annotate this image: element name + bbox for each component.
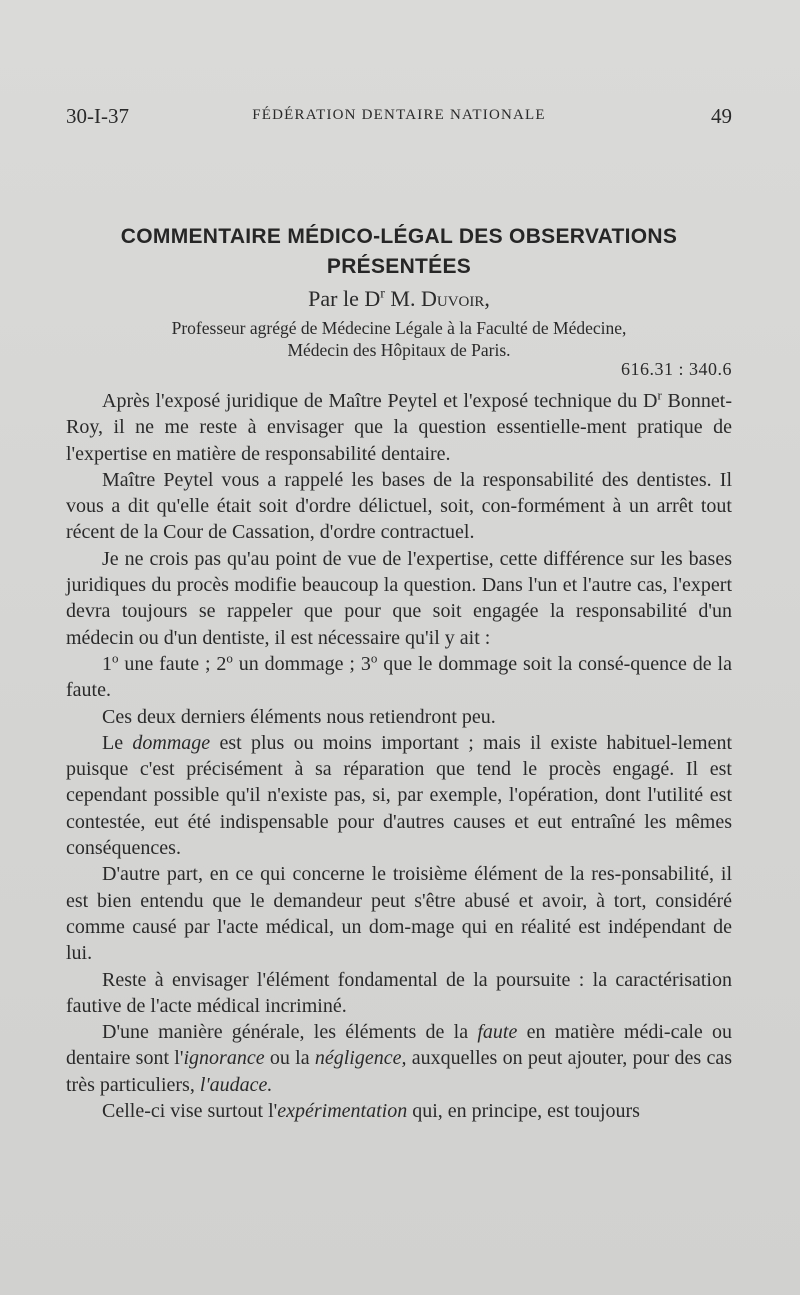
emphasis: faute [477,1021,518,1044]
ordinal-superscript: o [370,650,378,666]
text-run: qui, en principe, est toujours [407,1100,640,1123]
paragraph-7: D'autre part, en ce qui concerne le troisième élément de la res-ponsabilité, il est bien entendu que le demandeur peut s'être abusé et avoir, à tort, considéré comme causé par l'acte médical, un dom-mage qui en réalité est indépendant de lui. [66,863,732,965]
issue-date: 30-I-37 [66,104,129,128]
author-superscript: r [380,286,385,302]
ordinal-number: 2 [216,652,227,675]
paragraph-9 [66,1019,732,1098]
emphasis: l'audace. [199,1073,273,1096]
article-body [66,388,732,1124]
author-name: M. Duvoir, [384,286,490,311]
ordinal-superscript: o [112,650,119,666]
article-title [66,222,732,282]
text-run: ou la [264,1047,315,1070]
text-run: un dommage ; [232,652,361,675]
author-affiliation [66,317,732,361]
text-run: est plus ou moins important ; mais il existe habituel-lement puisque c'est précisément à sa réparation que tend le procès engagé. Il est cependant possible qu'il n'existe pas, si, par exemple, l'opération, dont l'utilité est contestée, eut été indispensable pour d'autres causes et eut entraîné les mêmes conséquences. [66,731,733,860]
text-run: Après l'exposé juridique de Maître Peytel et l'exposé technique du D [102,390,658,412]
emphasis: dommage [132,731,211,754]
text-run: Bonnet-Roy, il ne me reste à envisager que la question essentielle-ment pratique de l'expertise en matière de responsabilité dentaire. [66,390,732,465]
text-run: une faute ; [118,652,217,675]
affiliation-line-2: Médecin des Hôpitaux de Paris. [287,340,511,360]
superscript: r [657,387,662,403]
journal-title: FÉDÉRATION DENTAIRE NATIONALE [252,107,546,123]
article-author [66,285,732,313]
paragraph-10 [66,1098,732,1124]
ordinal-number: 3 [360,652,371,675]
affiliation-line-1: Professeur agrégé de Médecine Légale à la Faculté de Médecine, [171,318,627,338]
emphasis: expérimentation [277,1100,408,1123]
paragraph-6 [66,730,732,861]
text-run: que le dommage soit la consé-quence de la faute. [66,652,732,702]
classification-code: 616.31 : 340.6 [620,359,732,379]
text-run: Le [102,731,133,754]
paragraph-3: Je ne crois pas qu'au point de vue de l'expertise, cette différence sur les bases juridiques du procès modifie beaucoup la question. Dans l'un et l'autre cas, l'expert devra toujours se rappeler que pour que soit engagée la responsabilité d'un médecin ou d'un dentiste, il est nécessaire qu'il y ait : [66,547,732,649]
paragraph-2: Maître Peytel vous a rappelé les bases de la responsabilité des dentistes. Il vous a dit qu'elle était soit d'ordre délictuel, soit, con-formément à un arrêt tout récent de la Cour de Cassation, d'ordre contractuel. [66,468,732,544]
text-run: D'une manière générale, les éléments de la [102,1021,478,1044]
emphasis: ignorance [183,1047,265,1070]
text-run: en matière médi-cale ou dentaire sont l' [66,1021,732,1070]
text-run: auxquelles on peut ajouter, pour des cas très particuliers, [66,1047,733,1096]
text-run: Celle-ci vise surtout l' [102,1100,278,1123]
page-number: 49 [711,104,732,128]
paragraph-8: Reste à envisager l'élément fondamental de la poursuite : la caractérisation fautive de l'acte médical incriminé. [66,968,732,1017]
running-header [66,104,732,132]
paragraph-1 [66,388,732,467]
article-title-line-1: COMMENTAIRE MÉDICO-LÉGAL DES OBSERVATIONS [120,225,678,248]
ordinal-superscript: o [226,650,233,666]
author-prefix: Par le D [308,286,381,311]
paragraph-4 [66,651,732,704]
ordinal-number: 1 [102,652,112,675]
emphasis: négligence, [314,1047,407,1070]
paragraph-5: Ces deux derniers éléments nous retiendront peu. [102,705,496,728]
article-title-line-2: PRÉSENTÉES [326,255,472,278]
